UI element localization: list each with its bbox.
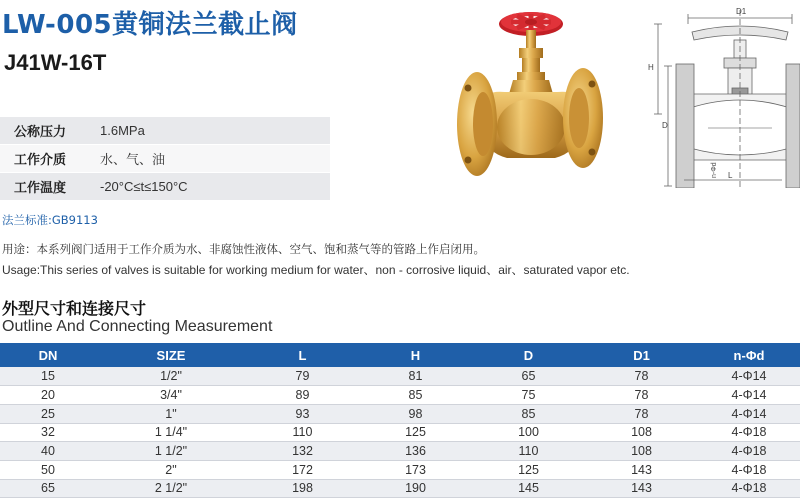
column-header: SIZE — [96, 343, 246, 367]
table-cell: 75 — [472, 386, 585, 405]
model-number: J41W-16T — [4, 50, 107, 75]
table-cell: 136 — [359, 442, 472, 461]
table-cell: 93 — [246, 404, 359, 423]
table-row — [0, 442, 800, 461]
table-cell: 4-Φ14 — [698, 404, 800, 423]
table-row — [0, 423, 800, 442]
spec-value: -20°C≤t≤150°C — [100, 179, 188, 194]
flange-standard: 法兰标准:GB9113 — [2, 213, 98, 227]
table-row — [0, 479, 800, 498]
label-l: L — [728, 171, 733, 180]
table-cell: 4-Φ14 — [698, 367, 800, 386]
table-cell: 85 — [359, 386, 472, 405]
table-cell: 89 — [246, 386, 359, 405]
column-header: L — [246, 343, 359, 367]
column-header: D — [472, 343, 585, 367]
table-cell: 1" — [96, 404, 246, 423]
table-cell: 4-Φ18 — [698, 442, 800, 461]
label-d1: D1 — [736, 7, 747, 16]
table-cell: 100 — [472, 423, 585, 442]
usage-chinese: 用途：本系列阀门适用于工作介质为水、非腐蚀性液体、空气、饱和蒸气等的管路上作启闭用。 — [2, 242, 485, 256]
label-d: D — [662, 121, 668, 130]
spec-value: 水、气、油 — [100, 152, 166, 167]
table-cell: 20 — [0, 386, 96, 405]
table-cell: 78 — [585, 404, 698, 423]
spec-row-pressure — [0, 117, 330, 145]
spec-row-medium — [0, 145, 330, 173]
technical-drawing — [632, 2, 800, 188]
table-cell: 1 1/2" — [96, 442, 246, 461]
table-cell: 4-Φ14 — [698, 386, 800, 405]
table-cell: 81 — [359, 367, 472, 386]
table-cell: 4-Φ18 — [698, 423, 800, 442]
table-cell: 25 — [0, 404, 96, 423]
table-cell: 110 — [246, 423, 359, 442]
table-cell: 85 — [472, 404, 585, 423]
column-header: DN — [0, 343, 96, 367]
table-cell: 65 — [472, 367, 585, 386]
right-flange — [563, 68, 603, 168]
table-cell: 4-Φ18 — [698, 460, 800, 479]
table-cell: 50 — [0, 460, 96, 479]
table-row — [0, 460, 800, 479]
table-row — [0, 386, 800, 405]
table-cell: 145 — [472, 479, 585, 498]
table-cell: 2" — [96, 460, 246, 479]
product-title: LW-005黄铜法兰截止阀 — [2, 10, 298, 40]
table-cell: 40 — [0, 442, 96, 461]
table-cell: 198 — [246, 479, 359, 498]
spec-label: 公称压力 — [14, 125, 67, 140]
table-cell: 65 — [0, 479, 96, 498]
valve-photo — [455, 2, 605, 188]
spec-row-temperature — [0, 173, 330, 201]
dimension-table — [0, 343, 800, 498]
table-cell: 125 — [359, 423, 472, 442]
table-cell: 190 — [359, 479, 472, 498]
spec-table — [0, 117, 330, 201]
table-cell: 98 — [359, 404, 472, 423]
table-cell: 110 — [472, 442, 585, 461]
table-cell: 4-Φ18 — [698, 479, 800, 498]
usage-english: Usage:This series of valves is suitable for working medium for water、non - corrosive liquid、air、saturated vapor etc. — [2, 263, 630, 277]
column-header: H — [359, 343, 472, 367]
left-flange — [457, 72, 497, 176]
table-cell: 79 — [246, 367, 359, 386]
column-header: D1 — [585, 343, 698, 367]
spec-label: 工作温度 — [14, 181, 67, 196]
table-cell: 1/2" — [96, 367, 246, 386]
table-row — [0, 367, 800, 386]
table-cell: 78 — [585, 386, 698, 405]
label-h: H — [648, 63, 654, 72]
table-cell: 132 — [246, 442, 359, 461]
table-cell: 108 — [585, 442, 698, 461]
table-cell: 143 — [585, 479, 698, 498]
section-title-english: Outline And Connecting Measurement — [2, 318, 273, 335]
table-cell: 2 1/2" — [96, 479, 246, 498]
table-cell: 3/4" — [96, 386, 246, 405]
table-header-row — [0, 343, 800, 367]
table-cell: 172 — [246, 460, 359, 479]
table-cell: 32 — [0, 423, 96, 442]
table-cell: 78 — [585, 367, 698, 386]
label-nd: n-Φd — [711, 162, 718, 178]
column-header: n-Φd — [698, 343, 800, 367]
table-cell: 173 — [359, 460, 472, 479]
table-cell: 1 1/4" — [96, 423, 246, 442]
table-cell: 125 — [472, 460, 585, 479]
spec-label: 工作介质 — [14, 153, 67, 168]
table-cell: 108 — [585, 423, 698, 442]
section-title-chinese: 外型尺寸和连接尺寸 — [2, 299, 147, 318]
spec-value: 1.6MPa — [100, 123, 145, 138]
table-cell: 15 — [0, 367, 96, 386]
table-row — [0, 404, 800, 423]
table-cell: 143 — [585, 460, 698, 479]
